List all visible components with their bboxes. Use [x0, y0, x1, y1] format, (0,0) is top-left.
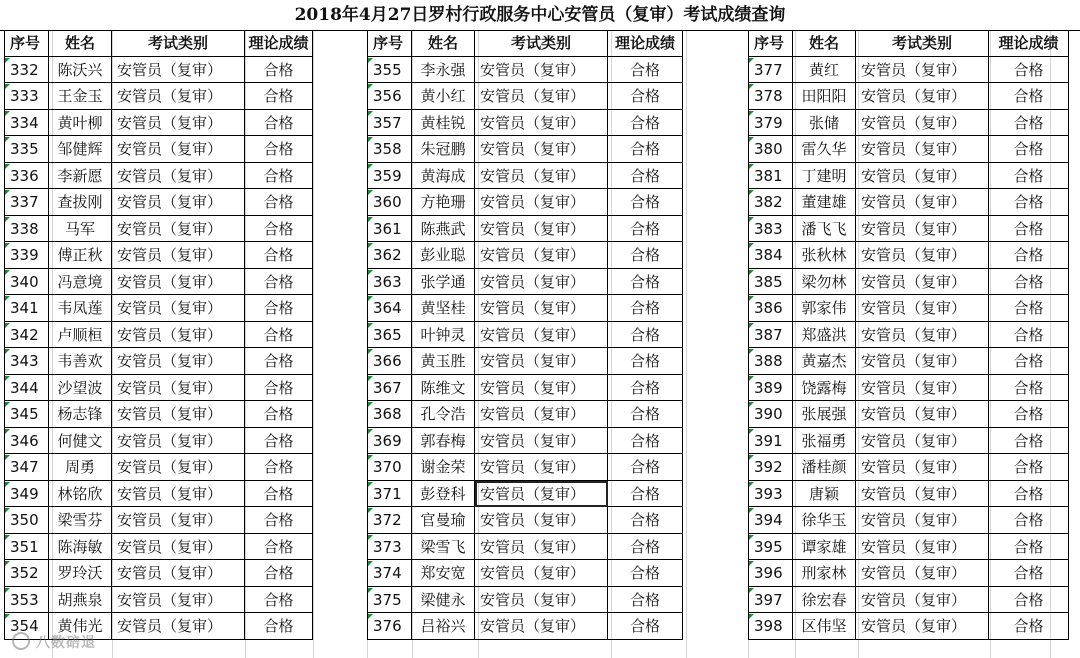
cell-score[interactable]: 合格 [245, 269, 313, 296]
cell-category[interactable]: 安管员（复审） [856, 375, 989, 402]
cell-index[interactable]: 386 [748, 295, 793, 322]
cell-category[interactable]: 安管员（复审） [112, 322, 245, 349]
cell-score[interactable]: 合格 [608, 295, 683, 322]
cell-category[interactable]: 安管员（复审） [856, 163, 989, 190]
cell-score[interactable]: 合格 [608, 560, 683, 587]
cell-category[interactable]: 安管员（复审） [475, 587, 608, 614]
header-cell-index[interactable]: 序号 [367, 30, 412, 57]
cell-index[interactable]: 353 [4, 587, 49, 614]
cell-category[interactable]: 安管员（复审） [856, 348, 989, 375]
cell-category[interactable]: 安管员（复审） [856, 454, 989, 481]
cell-index[interactable]: 345 [4, 401, 49, 428]
cell-category[interactable]: 安管员（复审） [112, 587, 245, 614]
cell-category[interactable]: 安管员（复审） [475, 322, 608, 349]
cell-category[interactable]: 安管员（复审） [856, 242, 989, 269]
cell-score[interactable]: 合格 [245, 375, 313, 402]
cell-index[interactable]: 378 [748, 83, 793, 110]
cell-name[interactable]: 张学通 [412, 269, 475, 296]
gridline [313, 0, 314, 658]
cell-name[interactable]: 李新愿 [49, 163, 112, 190]
cell-score[interactable]: 合格 [989, 428, 1069, 455]
cell-score[interactable]: 合格 [989, 322, 1069, 349]
cell-category[interactable]: 安管员（复审） [112, 216, 245, 243]
cell-name[interactable]: 梁勿林 [793, 269, 856, 296]
cell-name[interactable]: 丁建明 [793, 163, 856, 190]
header-cell-score[interactable]: 理论成绩 [989, 30, 1069, 57]
cell-name[interactable]: 官曼瑜 [412, 507, 475, 534]
cell-name[interactable]: 韦凤莲 [49, 295, 112, 322]
cell-category[interactable]: 安管员（复审） [475, 454, 608, 481]
cell-index[interactable]: 357 [367, 110, 412, 137]
cell-name[interactable]: 张展强 [793, 401, 856, 428]
cell-index[interactable]: 370 [367, 454, 412, 481]
cell-score[interactable]: 合格 [245, 428, 313, 455]
cell-score[interactable]: 合格 [608, 375, 683, 402]
cell-name[interactable]: 胡燕泉 [49, 587, 112, 614]
cell-score[interactable]: 合格 [608, 481, 683, 508]
cell-score[interactable]: 合格 [245, 295, 313, 322]
cell-name[interactable]: 田阳阳 [793, 83, 856, 110]
cell-index[interactable]: 362 [367, 242, 412, 269]
cell-index[interactable]: 337 [4, 189, 49, 216]
cell-index[interactable]: 341 [4, 295, 49, 322]
cell-category[interactable]: 安管员（复审） [856, 507, 989, 534]
cell-score[interactable]: 合格 [245, 587, 313, 614]
cell-name[interactable]: 沙望波 [49, 375, 112, 402]
cell-name[interactable]: 谭家雄 [793, 534, 856, 561]
cell-index[interactable]: 350 [4, 507, 49, 534]
cell-index[interactable]: 380 [748, 136, 793, 163]
cell-index[interactable]: 343 [4, 348, 49, 375]
cell-name[interactable]: 黄海成 [412, 163, 475, 190]
cell-index[interactable]: 372 [367, 507, 412, 534]
cell-index[interactable]: 367 [367, 375, 412, 402]
cell-index[interactable]: 374 [367, 560, 412, 587]
cell-index[interactable]: 369 [367, 428, 412, 455]
cell-name[interactable]: 黄伟光 [49, 613, 112, 640]
cell-category[interactable]: 安管员（复审） [856, 216, 989, 243]
cell-name[interactable]: 潘飞飞 [793, 216, 856, 243]
cell-name[interactable]: 陈沃兴 [49, 57, 112, 84]
cell-score[interactable]: 合格 [989, 534, 1069, 561]
cell-score[interactable]: 合格 [989, 507, 1069, 534]
cell-score[interactable]: 合格 [245, 560, 313, 587]
cell-name[interactable]: 徐华玉 [793, 507, 856, 534]
cell-name[interactable]: 郑安宽 [412, 560, 475, 587]
cell-category[interactable]: 安管员（复审） [475, 428, 608, 455]
cell-category[interactable]: 安管员（复审） [856, 401, 989, 428]
cell-category[interactable]: 安管员（复审） [112, 560, 245, 587]
cell-category[interactable]: 安管员（复审） [856, 613, 989, 640]
header-cell-name[interactable]: 姓名 [49, 30, 112, 57]
cell-category[interactable]: 安管员（复审） [112, 613, 245, 640]
watermark-text: 八数碚退 [36, 635, 96, 651]
cell-category[interactable]: 安管员（复审） [475, 375, 608, 402]
cell-category[interactable]: 安管员（复审） [112, 189, 245, 216]
cell-score[interactable]: 合格 [989, 163, 1069, 190]
cell-category[interactable]: 安管员（复审） [112, 110, 245, 137]
cell-index[interactable]: 373 [367, 534, 412, 561]
cell-score[interactable]: 合格 [989, 454, 1069, 481]
cell-score[interactable]: 合格 [989, 110, 1069, 137]
cell-score[interactable]: 合格 [608, 454, 683, 481]
cell-name[interactable]: 吕裕兴 [412, 613, 475, 640]
header-cell-category[interactable]: 考试类别 [856, 30, 989, 57]
cell-category[interactable]: 安管员（复审） [112, 295, 245, 322]
cell-category[interactable]: 安管员（复审） [856, 269, 989, 296]
cell-index[interactable]: 376 [367, 613, 412, 640]
cell-name[interactable]: 彭登科 [412, 481, 475, 508]
cell-score[interactable]: 合格 [245, 401, 313, 428]
cell-name[interactable]: 陈燕武 [412, 216, 475, 243]
cell-score[interactable]: 合格 [245, 57, 313, 84]
cell-score[interactable]: 合格 [989, 83, 1069, 110]
cell-name[interactable]: 何健文 [49, 428, 112, 455]
cell-index[interactable]: 364 [367, 295, 412, 322]
cell-index[interactable]: 356 [367, 83, 412, 110]
cell-index[interactable]: 396 [748, 560, 793, 587]
cell-score[interactable]: 合格 [245, 136, 313, 163]
cell-category[interactable]: 安管员（复审） [475, 216, 608, 243]
cell-name[interactable]: 孔令浩 [412, 401, 475, 428]
cell-score[interactable]: 合格 [608, 507, 683, 534]
cell-name[interactable]: 陈维文 [412, 375, 475, 402]
cell-category[interactable]: 安管员（复审） [856, 110, 989, 137]
cell-index[interactable]: 383 [748, 216, 793, 243]
cell-name[interactable]: 郭春梅 [412, 428, 475, 455]
cell-score[interactable]: 合格 [989, 348, 1069, 375]
cell-category[interactable]: 安管员（复审） [475, 560, 608, 587]
cell-score[interactable]: 合格 [608, 613, 683, 640]
cell-name[interactable]: 潘桂颜 [793, 454, 856, 481]
cell-name[interactable]: 周勇 [49, 454, 112, 481]
cell-index[interactable]: 391 [748, 428, 793, 455]
gridline [686, 0, 687, 658]
cell-score[interactable]: 合格 [608, 348, 683, 375]
cell-score[interactable]: 合格 [608, 189, 683, 216]
header-cell-name[interactable]: 姓名 [793, 30, 856, 57]
cell-index[interactable]: 352 [4, 560, 49, 587]
cell-name[interactable]: 郑盛洪 [793, 322, 856, 349]
cell-score[interactable]: 合格 [245, 348, 313, 375]
cell-name[interactable]: 谢金荣 [412, 454, 475, 481]
cell-name[interactable]: 梁雪芬 [49, 507, 112, 534]
cell-category[interactable]: 安管员（复审） [856, 295, 989, 322]
cell-category[interactable]: 安管员（复审） [112, 481, 245, 508]
cell-index[interactable]: 365 [367, 322, 412, 349]
cell-score[interactable]: 合格 [989, 242, 1069, 269]
cell-name[interactable]: 区伟坚 [793, 613, 856, 640]
cell-category[interactable]: 安管员（复审） [112, 507, 245, 534]
cell-score[interactable]: 合格 [245, 242, 313, 269]
cell-category[interactable]: 安管员（复审） [475, 110, 608, 137]
cell-name[interactable]: 马军 [49, 216, 112, 243]
cell-name[interactable]: 卢顺桓 [49, 322, 112, 349]
cell-index[interactable]: 339 [4, 242, 49, 269]
cell-score[interactable]: 合格 [989, 136, 1069, 163]
cell-name[interactable]: 黄嘉杰 [793, 348, 856, 375]
cell-score[interactable]: 合格 [989, 481, 1069, 508]
cell-score[interactable]: 合格 [608, 269, 683, 296]
cell-index[interactable]: 363 [367, 269, 412, 296]
cell-category[interactable]: 安管员（复审） [112, 57, 245, 84]
cell-index[interactable]: 354 [4, 613, 49, 640]
cell-category[interactable]: 安管员（复审） [112, 269, 245, 296]
cell-score[interactable]: 合格 [989, 189, 1069, 216]
cell-score[interactable]: 合格 [245, 613, 313, 640]
cell-category[interactable]: 安管员（复审） [475, 136, 608, 163]
cell-score[interactable]: 合格 [245, 322, 313, 349]
cell-name[interactable]: 朱冠鹏 [412, 136, 475, 163]
cell-category[interactable]: 安管员（复审） [475, 295, 608, 322]
cell-name[interactable]: 林铭欣 [49, 481, 112, 508]
cell-name[interactable]: 黄桂锐 [412, 110, 475, 137]
cell-name[interactable]: 方艳珊 [412, 189, 475, 216]
cell-index[interactable]: 379 [748, 110, 793, 137]
cell-name[interactable]: 梁健永 [412, 587, 475, 614]
cell-index[interactable]: 338 [4, 216, 49, 243]
cell-score[interactable]: 合格 [989, 375, 1069, 402]
cell-category[interactable]: 安管员（复审） [856, 587, 989, 614]
watermark-logo-icon [12, 632, 30, 650]
cell-score[interactable]: 合格 [608, 242, 683, 269]
cell-score[interactable]: 合格 [989, 269, 1069, 296]
cell-score[interactable]: 合格 [245, 534, 313, 561]
cell-category[interactable]: 安管员（复审） [475, 57, 608, 84]
cell-category[interactable]: 安管员（复审） [856, 83, 989, 110]
cell-index[interactable]: 359 [367, 163, 412, 190]
header-cell-category[interactable]: 考试类别 [475, 30, 608, 57]
cell-category[interactable]: 安管员（复审） [112, 163, 245, 190]
cell-index[interactable]: 366 [367, 348, 412, 375]
cell-name[interactable]: 饶露梅 [793, 375, 856, 402]
cell-index[interactable]: 393 [748, 481, 793, 508]
cell-category[interactable]: 安管员（复审） [856, 560, 989, 587]
cell-name[interactable]: 徐宏春 [793, 587, 856, 614]
cell-score[interactable]: 合格 [608, 401, 683, 428]
cell-index[interactable]: 375 [367, 587, 412, 614]
cell-name[interactable]: 黄坚桂 [412, 295, 475, 322]
cell-category[interactable]: 安管员（复审） [112, 534, 245, 561]
cell-category[interactable]: 安管员（复审） [475, 269, 608, 296]
cell-index[interactable]: 360 [367, 189, 412, 216]
cell-category[interactable]: 安管员（复审） [475, 507, 608, 534]
cell-category[interactable]: 安管员（复审） [856, 57, 989, 84]
cell-name[interactable]: 冯意境 [49, 269, 112, 296]
cell-category[interactable]: 安管员（复审） [475, 401, 608, 428]
cell-score[interactable]: 合格 [989, 401, 1069, 428]
cell-index[interactable]: 389 [748, 375, 793, 402]
cell-name[interactable]: 雷久华 [793, 136, 856, 163]
header-cell-index[interactable]: 序号 [4, 30, 49, 57]
cell-name[interactable]: 杨志锋 [49, 401, 112, 428]
header-cell-name[interactable]: 姓名 [412, 30, 475, 57]
cell-name[interactable]: 罗玲沃 [49, 560, 112, 587]
cell-category[interactable]: 安管员（复审） [475, 83, 608, 110]
cell-name[interactable]: 黄玉胜 [412, 348, 475, 375]
cell-name[interactable]: 韦善欢 [49, 348, 112, 375]
cell-index[interactable]: 381 [748, 163, 793, 190]
cell-category[interactable]: 安管员（复审） [475, 348, 608, 375]
cell-index[interactable]: 342 [4, 322, 49, 349]
cell-name[interactable]: 郭家伟 [793, 295, 856, 322]
cell-score[interactable]: 合格 [608, 322, 683, 349]
cell-name[interactable]: 邹健辉 [49, 136, 112, 163]
cell-index[interactable]: 332 [4, 57, 49, 84]
cell-index[interactable]: 387 [748, 322, 793, 349]
cell-score[interactable]: 合格 [245, 189, 313, 216]
header-cell-category[interactable]: 考试类别 [112, 30, 245, 57]
cell-score[interactable]: 合格 [989, 560, 1069, 587]
cell-name[interactable]: 黄小红 [412, 83, 475, 110]
header-cell-score[interactable]: 理论成绩 [245, 30, 313, 57]
cell-name[interactable]: 陈海敏 [49, 534, 112, 561]
cell-score[interactable]: 合格 [989, 613, 1069, 640]
cell-index[interactable]: 358 [367, 136, 412, 163]
cell-name[interactable]: 查拔刚 [49, 189, 112, 216]
cell-index[interactable]: 384 [748, 242, 793, 269]
cell-category[interactable]: 安管员（复审） [475, 481, 608, 508]
cell-index[interactable]: 382 [748, 189, 793, 216]
cell-category[interactable]: 安管员（复审） [475, 613, 608, 640]
cell-category[interactable]: 安管员（复审） [856, 534, 989, 561]
cell-category[interactable]: 安管员（复审） [112, 136, 245, 163]
cell-score[interactable]: 合格 [608, 216, 683, 243]
cell-index[interactable]: 346 [4, 428, 49, 455]
cell-name[interactable]: 刑家林 [793, 560, 856, 587]
cell-index[interactable]: 368 [367, 401, 412, 428]
cell-index[interactable]: 394 [748, 507, 793, 534]
cell-name[interactable]: 李永强 [412, 57, 475, 84]
cell-index[interactable]: 388 [748, 348, 793, 375]
cell-category[interactable]: 安管员（复审） [856, 189, 989, 216]
cell-category[interactable]: 安管员（复审） [475, 534, 608, 561]
cell-category[interactable]: 安管员（复审） [856, 322, 989, 349]
cell-name[interactable]: 梁雪飞 [412, 534, 475, 561]
cell-score[interactable]: 合格 [245, 163, 313, 190]
cell-category[interactable]: 安管员（复审） [856, 481, 989, 508]
cell-name[interactable]: 张秋林 [793, 242, 856, 269]
header-cell-score[interactable]: 理论成绩 [608, 30, 683, 57]
cell-score[interactable]: 合格 [989, 587, 1069, 614]
cell-category[interactable]: 安管员（复审） [112, 454, 245, 481]
cell-score[interactable]: 合格 [245, 507, 313, 534]
cell-index[interactable]: 397 [748, 587, 793, 614]
cell-category[interactable]: 安管员（复审） [475, 242, 608, 269]
cell-score[interactable]: 合格 [989, 295, 1069, 322]
cell-index[interactable]: 371 [367, 481, 412, 508]
cell-index[interactable]: 333 [4, 83, 49, 110]
cell-score[interactable]: 合格 [245, 454, 313, 481]
cell-score[interactable]: 合格 [608, 83, 683, 110]
cell-category[interactable]: 安管员（复审） [112, 401, 245, 428]
cell-index[interactable]: 335 [4, 136, 49, 163]
cell-index[interactable]: 336 [4, 163, 49, 190]
cell-index[interactable]: 344 [4, 375, 49, 402]
cell-category[interactable]: 安管员（复审） [856, 428, 989, 455]
cell-score[interactable]: 合格 [608, 110, 683, 137]
cell-category[interactable]: 安管员（复审） [112, 348, 245, 375]
cell-index[interactable]: 392 [748, 454, 793, 481]
cell-index[interactable]: 385 [748, 269, 793, 296]
cell-score[interactable]: 合格 [989, 216, 1069, 243]
cell-score[interactable]: 合格 [608, 587, 683, 614]
cell-name[interactable]: 张储 [793, 110, 856, 137]
cell-name[interactable]: 董建雄 [793, 189, 856, 216]
cell-score[interactable]: 合格 [245, 83, 313, 110]
cell-score[interactable]: 合格 [608, 534, 683, 561]
cell-category[interactable]: 安管员（复审） [112, 83, 245, 110]
cell-index[interactable]: 398 [748, 613, 793, 640]
cell-category[interactable]: 安管员（复审） [475, 163, 608, 190]
cell-name[interactable]: 黄叶柳 [49, 110, 112, 137]
cell-category[interactable]: 安管员（复审） [112, 428, 245, 455]
cell-index[interactable]: 351 [4, 534, 49, 561]
cell-name[interactable]: 傅正秋 [49, 242, 112, 269]
cell-category[interactable]: 安管员（复审） [856, 136, 989, 163]
cell-score[interactable]: 合格 [245, 110, 313, 137]
cell-category[interactable]: 安管员（复审） [112, 375, 245, 402]
cell-name[interactable]: 张福勇 [793, 428, 856, 455]
cell-score[interactable]: 合格 [608, 163, 683, 190]
cell-category[interactable]: 安管员（复审） [112, 242, 245, 269]
cell-name[interactable]: 王金玉 [49, 83, 112, 110]
cell-index[interactable]: 349 [4, 481, 49, 508]
header-cell-index[interactable]: 序号 [748, 30, 793, 57]
cell-score[interactable]: 合格 [608, 136, 683, 163]
watermark [12, 632, 96, 652]
cell-score[interactable]: 合格 [989, 57, 1069, 84]
cell-name[interactable]: 叶钟灵 [412, 322, 475, 349]
cell-index[interactable]: 377 [748, 57, 793, 84]
cell-index[interactable]: 361 [367, 216, 412, 243]
sheet-title: 2018年4月27日罗村行政服务中心安管员（复审）考试成绩查询 [0, 0, 1080, 31]
cell-index[interactable]: 334 [4, 110, 49, 137]
cell-index[interactable]: 340 [4, 269, 49, 296]
cell-category[interactable]: 安管员（复审） [475, 189, 608, 216]
cell-name[interactable]: 唐颖 [793, 481, 856, 508]
cell-index[interactable]: 395 [748, 534, 793, 561]
cell-score[interactable]: 合格 [245, 216, 313, 243]
cell-index[interactable]: 390 [748, 401, 793, 428]
cell-name[interactable]: 彭业聪 [412, 242, 475, 269]
cell-index[interactable]: 355 [367, 57, 412, 84]
cell-score[interactable]: 合格 [608, 428, 683, 455]
cell-index[interactable]: 347 [4, 454, 49, 481]
cell-score[interactable]: 合格 [245, 481, 313, 508]
cell-name[interactable]: 黄红 [793, 57, 856, 84]
cell-score[interactable]: 合格 [608, 57, 683, 84]
